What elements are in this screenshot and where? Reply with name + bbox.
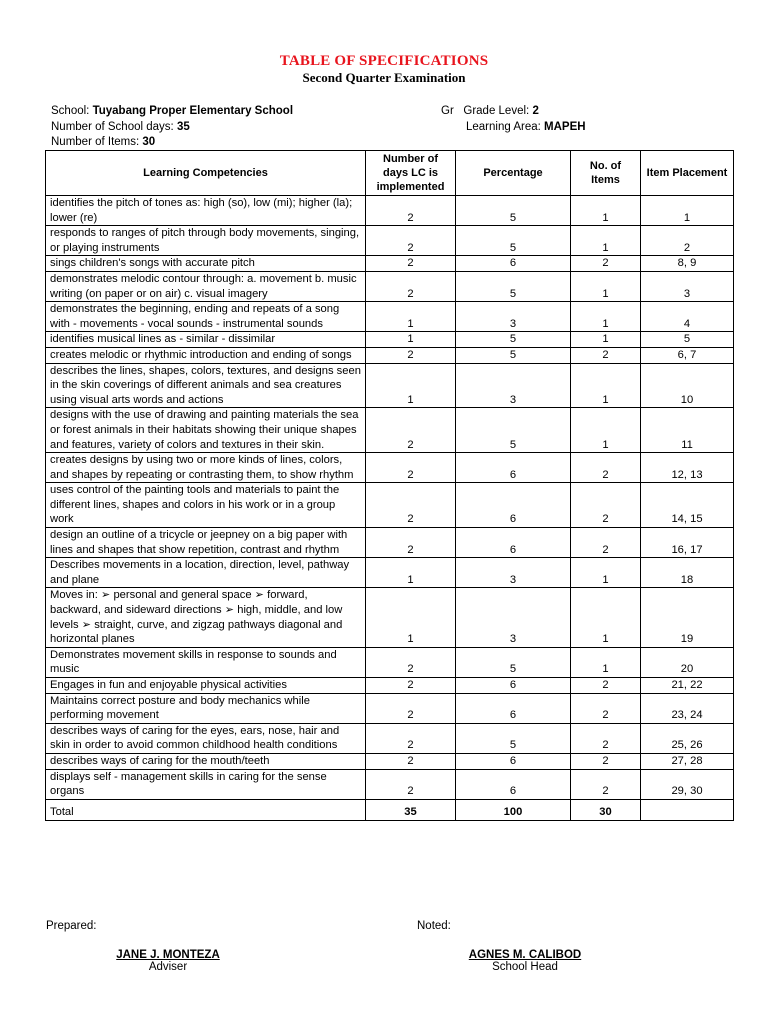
preparer-signature xyxy=(88,949,248,973)
items-cell: 2 xyxy=(571,528,641,558)
placement-cell: 25, 26 xyxy=(641,723,734,753)
competency-cell: describes the lines, shapes, colors, textures, and designs seen in the skin coverings of different animals and sea creatures using visual arts words and actions xyxy=(46,363,366,408)
table-row xyxy=(46,408,734,453)
competency-cell: design an outline of a tricycle or jeepney on a big paper with lines and shapes that show repetition, contrast and rhythm xyxy=(46,528,366,558)
placement-cell: 19 xyxy=(641,588,734,647)
percentage-cell: 6 xyxy=(456,256,571,272)
days-cell: 1 xyxy=(366,558,456,588)
items-cell: 1 xyxy=(571,196,641,226)
days-cell: 2 xyxy=(366,528,456,558)
placement-cell: 27, 28 xyxy=(641,753,734,769)
days-cell: 2 xyxy=(366,347,456,363)
items-cell: 1 xyxy=(571,408,641,453)
table-row xyxy=(46,753,734,769)
percentage-cell: 6 xyxy=(456,453,571,483)
items-line xyxy=(51,136,155,148)
competency-cell: identifies musical lines as - similar - dissimilar xyxy=(46,332,366,348)
preparer-role: Adviser xyxy=(148,961,188,973)
header-percentage: Percentage xyxy=(456,151,571,196)
days-cell: 2 xyxy=(366,753,456,769)
table-header-row xyxy=(46,151,734,196)
items-value: 30 xyxy=(142,136,156,148)
percentage-cell: 6 xyxy=(456,483,571,528)
days-cell: 1 xyxy=(366,363,456,408)
competency-cell: identifies the pitch of tones as: high (so), low (mi); higher (la); lower (re) xyxy=(46,196,366,226)
stray-text: Gr xyxy=(441,105,454,117)
percentage-cell: 6 xyxy=(456,693,571,723)
placement-cell: 14, 15 xyxy=(641,483,734,528)
grade-label: Grade Level: xyxy=(463,105,530,117)
placement-cell: 29, 30 xyxy=(641,769,734,799)
items-cell: 1 xyxy=(571,332,641,348)
preparer-name: JANE J. MONTEZA xyxy=(116,949,220,961)
placement-cell: 11 xyxy=(641,408,734,453)
school-value: Tuyabang Proper Elementary School xyxy=(92,105,294,117)
percentage-cell: 3 xyxy=(456,558,571,588)
days-cell: 2 xyxy=(366,693,456,723)
items-cell: 1 xyxy=(571,363,641,408)
table-row xyxy=(46,678,734,694)
table-row xyxy=(46,332,734,348)
items-cell: 2 xyxy=(571,483,641,528)
document-subtitle: Second Quarter Examination xyxy=(302,70,466,85)
competency-cell: Engages in fun and enjoyable physical activities xyxy=(46,678,366,694)
placement-cell: 10 xyxy=(641,363,734,408)
items-label: Number of Items: xyxy=(51,136,140,148)
competency-cell: responds to ranges of pitch through body movements, singing, or playing instruments xyxy=(46,226,366,256)
prepared-label: Prepared: xyxy=(46,920,97,932)
days-cell: 2 xyxy=(366,769,456,799)
days-cell: 2 xyxy=(366,226,456,256)
days-cell: 2 xyxy=(366,408,456,453)
table-row xyxy=(46,528,734,558)
items-cell: 1 xyxy=(571,271,641,301)
total-days: 35 xyxy=(366,799,456,820)
competency-cell: sings children's songs with accurate pitch xyxy=(46,256,366,272)
items-cell: 2 xyxy=(571,256,641,272)
placement-cell: 16, 17 xyxy=(641,528,734,558)
total-percentage: 100 xyxy=(456,799,571,820)
percentage-cell: 3 xyxy=(456,363,571,408)
days-cell: 2 xyxy=(366,453,456,483)
percentage-cell: 6 xyxy=(456,769,571,799)
total-items: 30 xyxy=(571,799,641,820)
items-cell: 1 xyxy=(571,647,641,677)
document-title: TABLE OF SPECIFICATIONS xyxy=(279,53,489,69)
percentage-cell: 5 xyxy=(456,226,571,256)
specifications-table xyxy=(45,150,734,821)
placement-cell: 4 xyxy=(641,302,734,332)
total-label: Total xyxy=(46,799,366,820)
placement-cell: 2 xyxy=(641,226,734,256)
header-items: No. of Items xyxy=(571,151,641,196)
percentage-cell: 6 xyxy=(456,528,571,558)
items-cell: 2 xyxy=(571,347,641,363)
items-cell: 1 xyxy=(571,588,641,647)
table-row xyxy=(46,302,734,332)
percentage-cell: 5 xyxy=(456,271,571,301)
days-cell: 2 xyxy=(366,678,456,694)
school-days-line xyxy=(51,121,190,133)
items-cell: 2 xyxy=(571,678,641,694)
table-row xyxy=(46,226,734,256)
placement-cell: 23, 24 xyxy=(641,693,734,723)
placement-cell: 3 xyxy=(641,271,734,301)
table-row xyxy=(46,196,734,226)
percentage-cell: 6 xyxy=(456,753,571,769)
learning-area-line xyxy=(466,121,586,133)
items-cell: 1 xyxy=(571,558,641,588)
placement-cell: 8, 9 xyxy=(641,256,734,272)
placement-cell: 20 xyxy=(641,647,734,677)
competency-cell: Moves in: ➢ personal and general space ➢ forward, backward, and sideward directions ➢ high, middle, and low levels ➢ straight, curve, and zigzag pathways diagonal and horizontal planes xyxy=(46,588,366,647)
items-cell: 1 xyxy=(571,226,641,256)
school-days-value: 35 xyxy=(176,121,190,133)
days-cell: 2 xyxy=(366,647,456,677)
school-days-label: Number of School days: xyxy=(51,121,174,133)
table-row xyxy=(46,483,734,528)
placement-cell: 21, 22 xyxy=(641,678,734,694)
table-row xyxy=(46,647,734,677)
grade-value: 2 xyxy=(532,105,539,117)
noter-signature xyxy=(445,949,605,973)
placement-cell: 5 xyxy=(641,332,734,348)
noter-role: School Head xyxy=(492,961,558,973)
learning-area-label: Learning Area: xyxy=(466,121,541,133)
table-row xyxy=(46,256,734,272)
competency-cell: Maintains correct posture and body mechanics while performing movement xyxy=(46,693,366,723)
items-cell: 2 xyxy=(571,769,641,799)
table-row xyxy=(46,453,734,483)
days-cell: 2 xyxy=(366,196,456,226)
table-row xyxy=(46,723,734,753)
learning-area-value: MAPEH xyxy=(544,121,586,133)
items-cell: 2 xyxy=(571,453,641,483)
header-days: Number of days LC is implemented xyxy=(366,151,456,196)
placement-cell: 6, 7 xyxy=(641,347,734,363)
table-row xyxy=(46,271,734,301)
competency-cell: demonstrates melodic contour through: a. movement b. music writing (on paper or on air) c. visual imagery xyxy=(46,271,366,301)
percentage-cell: 5 xyxy=(456,408,571,453)
competency-cell: designs with the use of drawing and painting materials the sea or forest animals in their habitats showing their unique shapes and features, variety of colors and textures in their skin. xyxy=(46,408,366,453)
competency-cell: describes ways of caring for the mouth/teeth xyxy=(46,753,366,769)
items-cell: 2 xyxy=(571,723,641,753)
table-row xyxy=(46,363,734,408)
percentage-cell: 3 xyxy=(456,588,571,647)
table-row xyxy=(46,558,734,588)
header-competencies: Learning Competencies xyxy=(46,151,366,196)
table-row xyxy=(46,693,734,723)
competency-cell: Demonstrates movement skills in response to sounds and music xyxy=(46,647,366,677)
table-row xyxy=(46,769,734,799)
competency-cell: creates designs by using two or more kinds of lines, colors, and shapes by repeating or contrasting them, to show rhythm xyxy=(46,453,366,483)
days-cell: 1 xyxy=(366,588,456,647)
total-row xyxy=(46,799,734,820)
days-cell: 2 xyxy=(366,483,456,528)
competency-cell: creates melodic or rhythmic introduction and ending of songs xyxy=(46,347,366,363)
percentage-cell: 5 xyxy=(456,347,571,363)
table-row xyxy=(46,347,734,363)
percentage-cell: 6 xyxy=(456,678,571,694)
placement-cell: 1 xyxy=(641,196,734,226)
competency-cell: displays self - management skills in caring for the sense organs xyxy=(46,769,366,799)
items-cell: 2 xyxy=(571,753,641,769)
days-cell: 1 xyxy=(366,302,456,332)
school-line xyxy=(51,105,293,117)
percentage-cell: 5 xyxy=(456,647,571,677)
header-placement: Item Placement xyxy=(641,151,734,196)
competency-cell: demonstrates the beginning, ending and repeats of a song with - movements - vocal sounds - instrumental sounds xyxy=(46,302,366,332)
placement-cell: 18 xyxy=(641,558,734,588)
school-label: School: xyxy=(51,105,90,117)
total-placement xyxy=(641,799,734,820)
competency-cell: uses control of the painting tools and materials to paint the different lines, shapes and colors in his work or in a group work xyxy=(46,483,366,528)
percentage-cell: 5 xyxy=(456,723,571,753)
noter-name: AGNES M. CALIBOD xyxy=(468,949,582,961)
percentage-cell: 5 xyxy=(456,332,571,348)
items-cell: 1 xyxy=(571,302,641,332)
days-cell: 2 xyxy=(366,256,456,272)
days-cell: 2 xyxy=(366,723,456,753)
noted-label: Noted: xyxy=(417,920,451,932)
competency-cell: describes ways of caring for the eyes, ears, nose, hair and skin in order to avoid common childhood health conditions xyxy=(46,723,366,753)
table-row xyxy=(46,588,734,647)
days-cell: 2 xyxy=(366,271,456,301)
grade-line xyxy=(441,105,539,117)
competency-cell: Describes movements in a location, direction, level, pathway and plane xyxy=(46,558,366,588)
items-cell: 2 xyxy=(571,693,641,723)
percentage-cell: 5 xyxy=(456,196,571,226)
days-cell: 1 xyxy=(366,332,456,348)
placement-cell: 12, 13 xyxy=(641,453,734,483)
percentage-cell: 3 xyxy=(456,302,571,332)
